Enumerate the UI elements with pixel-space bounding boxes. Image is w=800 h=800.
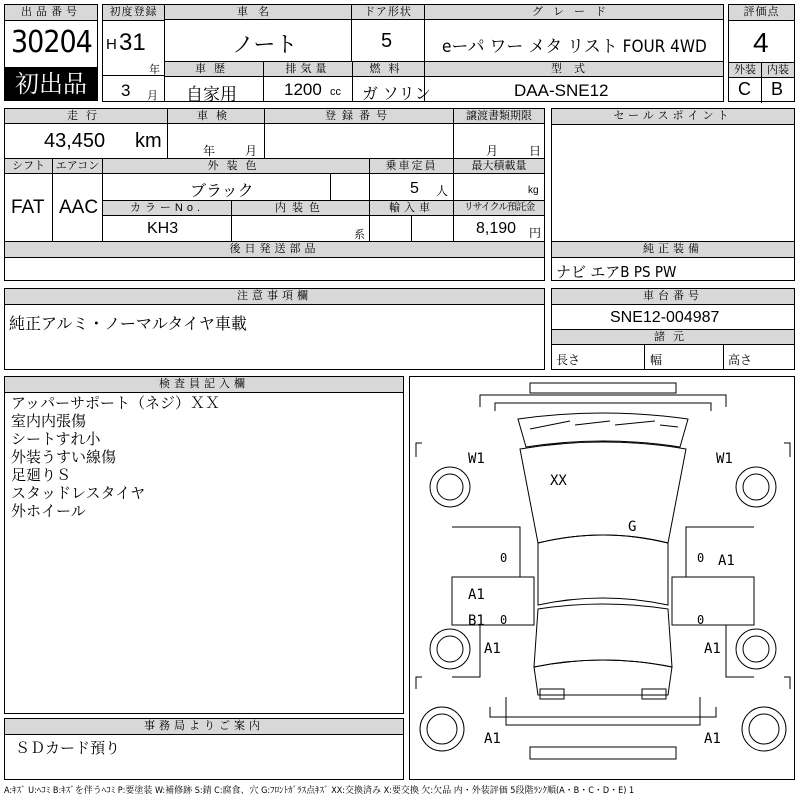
office-label: 事務局よりご案内 (5, 719, 403, 735)
mileage-unit: km (135, 130, 162, 152)
notes-label: 注意事項欄 (5, 289, 544, 305)
registration-box (102, 4, 165, 102)
registration-month: 3 (121, 81, 131, 100)
recycle-unit: 円 (529, 226, 542, 240)
lot-number-label: 出品番号 (5, 5, 97, 21)
inspector-line: 外装うすい線傷 (11, 449, 117, 466)
registration-year-unit: 年 (149, 64, 160, 76)
plate-label: 登録番号 (264, 108, 454, 124)
exterior-grade-value: C (738, 79, 751, 99)
mark-xx: XX (550, 473, 567, 489)
registration-year: 31 (119, 29, 146, 56)
recycle-label: リサイクル預託金 (453, 200, 545, 216)
mark-zero-right-1: 0 (697, 551, 705, 565)
displacement-label: 排気量 (263, 61, 353, 77)
interior-grade-label: 内装 (761, 62, 795, 78)
inspector-line: 外ホイール (11, 503, 86, 520)
fuel-label: 燃料 (352, 61, 425, 77)
transfer-label: 譲渡書類期限 (453, 108, 545, 124)
exterior-grade-label: 外装 (728, 62, 762, 78)
grade-value: eーパ ワー メタ リスト FOUR 4WD (442, 37, 707, 57)
displacement-value: 1200 (284, 80, 322, 99)
grade-label: グレード (424, 4, 724, 20)
inspector-line: アッパーサポート（ネジ）ＸＸ (11, 395, 220, 412)
score-value: 4 (753, 27, 769, 58)
length-label: 長さ (556, 353, 581, 367)
door-label: ドア形状 (351, 4, 425, 20)
mark-a1-left-side: A1 (468, 587, 485, 603)
car-diagram (409, 376, 795, 780)
score-label: 評価点 (729, 5, 794, 21)
inspection-year-unit: 年 (203, 144, 216, 158)
import-label: 輸入車 (369, 200, 454, 216)
office-value: ＳＤカード預り (15, 740, 121, 757)
car-outline-svg (410, 377, 796, 781)
notes-value: 純正アルミ・ノーマルタイヤ車載 (9, 316, 247, 333)
shift-value: FAT (11, 197, 45, 218)
equipment-label: 純正装備 (552, 242, 794, 258)
mark-a1-rear-right: A1 (704, 641, 721, 657)
registration-era: H (106, 36, 117, 53)
inspector-line: 足廻りＳ (11, 467, 72, 484)
color-label: 外装色 (102, 158, 370, 174)
mark-a1-right-side: A1 (718, 553, 735, 569)
mark-zero-left-2: 0 (500, 613, 508, 627)
model-value: DAA-SNE12 (514, 81, 609, 100)
recycle-value: 8,190 (476, 220, 517, 237)
inspector-line: 室内内張傷 (11, 413, 87, 430)
mark-g: G (628, 519, 637, 535)
mark-w1-right: W1 (716, 451, 733, 467)
notes-box (4, 288, 545, 370)
transfer-day-unit: 日 (529, 144, 542, 158)
chassis-box (551, 288, 795, 370)
color-value: ブラック (190, 183, 254, 200)
max-load-label: 最大積載量 (453, 158, 545, 174)
shift-label: シフト (4, 158, 53, 174)
capacity-unit: 人 (436, 184, 449, 198)
details-box (4, 108, 545, 242)
mark-a1-rear-left: A1 (484, 641, 501, 657)
chassis-value: SNE12-004987 (610, 309, 720, 326)
max-load-unit: kg (528, 185, 539, 196)
inspector-line: シートすれ小 (11, 431, 101, 448)
dims-label: 諸元 (551, 329, 795, 345)
inspector-lines (11, 395, 220, 521)
lot-number-value: 30204 (11, 25, 92, 60)
width-label: 幅 (650, 353, 663, 367)
interior-grade-value: B (771, 79, 784, 99)
inspection-month-unit: 月 (245, 144, 258, 158)
model-label: 型式 (424, 61, 724, 77)
inspector-label: 検査員記入欄 (5, 377, 403, 393)
capacity-label: 乗車定員 (369, 158, 454, 174)
door-value: 5 (381, 30, 393, 52)
first-listing-badge: 初出品 (4, 67, 98, 101)
registration-month-unit: 月 (147, 90, 158, 102)
chassis-label: 車台番号 (552, 289, 794, 305)
office-box (4, 718, 404, 780)
later-parts-label: 後日発送部品 (5, 242, 544, 258)
color-no-label: カラーNo. (102, 200, 232, 216)
mark-a1-bottom-right: A1 (704, 731, 721, 747)
interior-color-label: 内装色 (231, 200, 370, 216)
sales-points-box (551, 108, 795, 242)
registration-label: 初度登録 (103, 5, 164, 21)
mark-b1-left: B1 (468, 613, 485, 629)
mark-zero-left-1: 0 (500, 551, 508, 565)
car-name-value: ノート (232, 32, 298, 57)
mark-a1-bottom-left: A1 (484, 731, 501, 747)
sales-points-label: セールスポイント (552, 109, 794, 125)
fuel-value: ガ ソリン (362, 84, 431, 103)
displacement-unit: cc (330, 86, 341, 98)
mark-w1-left: W1 (468, 451, 485, 467)
inspection-label: 車検 (167, 108, 265, 124)
color-no-value: KH3 (147, 220, 179, 237)
mileage-label: 走行 (4, 108, 168, 124)
ac-label: エアコン (52, 158, 103, 174)
ac-value: AAC (59, 197, 99, 218)
lot-number-box (4, 4, 98, 68)
capacity-value: 5 (410, 180, 419, 197)
equipment-value: ナビ エアB PS PW (556, 263, 677, 281)
mark-zero-right-2: 0 (697, 613, 705, 627)
inspector-box (4, 376, 404, 714)
height-label: 高さ (728, 353, 753, 367)
mileage-value: 43,450 (44, 130, 106, 152)
interior-color-unit: 系 (354, 229, 365, 241)
equipment-box (551, 241, 795, 281)
history-label: 車歴 (164, 61, 264, 77)
car-name-label: 車名 (164, 4, 352, 20)
legend-text: A:ｷｽﾞ U:ﾍｺﾐ B:ｷｽﾞを伴うﾍｺﾐ P:要塗装 W:補修跡 S:錆 C:腐食、穴 G:ﾌﾛﾝﾄｶﾞﾗｽ点ｷｽﾞ XX:交換済み X:要交換 欠:欠品 内・外装評価 5段階ﾗﾝｸ順(A・B・C・D・E) 1 (4, 786, 635, 796)
history-value: 自家用 (186, 85, 237, 104)
later-parts-box (4, 241, 545, 281)
transfer-month-unit: 月 (486, 144, 499, 158)
score-box (728, 4, 795, 102)
inspector-line: スタッドレスタイヤ (11, 485, 146, 502)
